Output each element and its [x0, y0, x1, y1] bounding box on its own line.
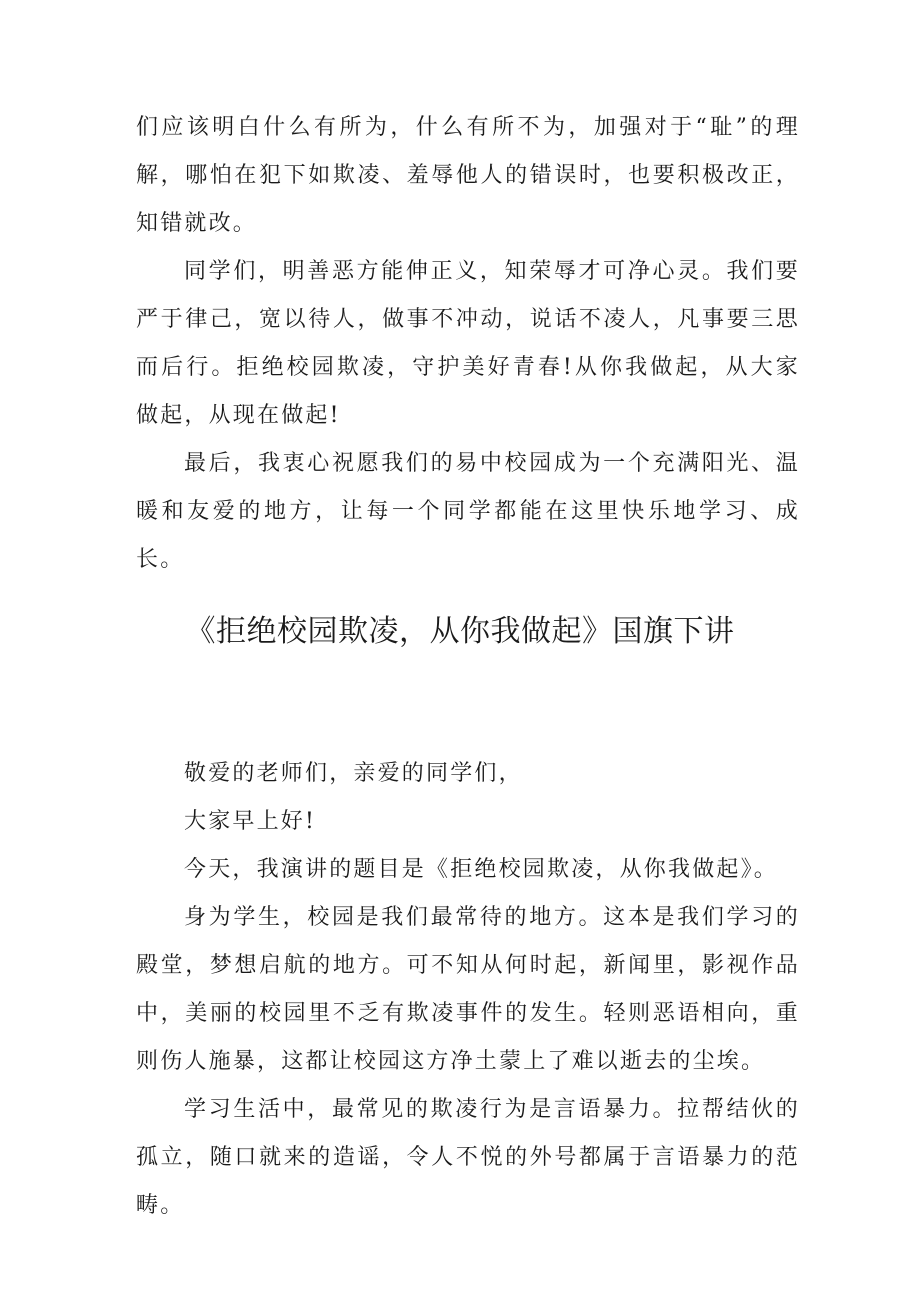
top-section — [136, 104, 800, 584]
paragraph-campus: 身为学生，校园是我们最常待的地方。这本是我们学习的殿堂，梦想启航的地方。可不知从何时起，新闻里，影视作品中，美丽的校园里不乏有欺凌事件的发生。轻则恶语相向，重则伤人施暴，这都让校园这方净土蒙上了难以逝去的尘埃。 — [136, 905, 800, 1074]
speech-hello: 大家早上好! — [184, 809, 317, 834]
speech-title: 《拒绝校园欺凌，从你我做起》国旗下讲 — [185, 614, 735, 649]
speech-greeting: 敬爱的老师们，亲爱的同学们， — [184, 761, 523, 786]
paragraph-self-discipline: 同学们，明善恶方能伸正义，知荣辱才可净心灵。我们要严于律己，宽以待人，做事不冲动，说话不凌人，凡事要三思而后行。拒绝校园欺凌，守护美好青春!从你我做起，从大家做起，从现在做起! — [136, 259, 800, 428]
paragraph-continued: 们应该明白什么有所为，什么有所不为，加强对于“耻”的理解，哪怕在犯下如欺凌、羞辱他人的错误时，也要积极改正，知错就改。 — [136, 115, 800, 236]
paragraph-verbal-violence: 学习生活中，最常见的欺凌行为是言语暴力。拉帮结伙的孤立，随口就来的造谣，令人不悦的外号都属于言语暴力的范畴。 — [136, 1097, 800, 1218]
paragraph-closing-wish: 最后，我衷心祝愿我们的易中校园成为一个充满阳光、温暖和友爱的地方，让每一个同学都能在这里快乐地学习、成长。 — [136, 451, 800, 572]
speech-intro: 今天，我演讲的题目是《拒绝校园欺凌，从你我做起》。 — [184, 857, 779, 882]
speech-section — [136, 750, 800, 1230]
